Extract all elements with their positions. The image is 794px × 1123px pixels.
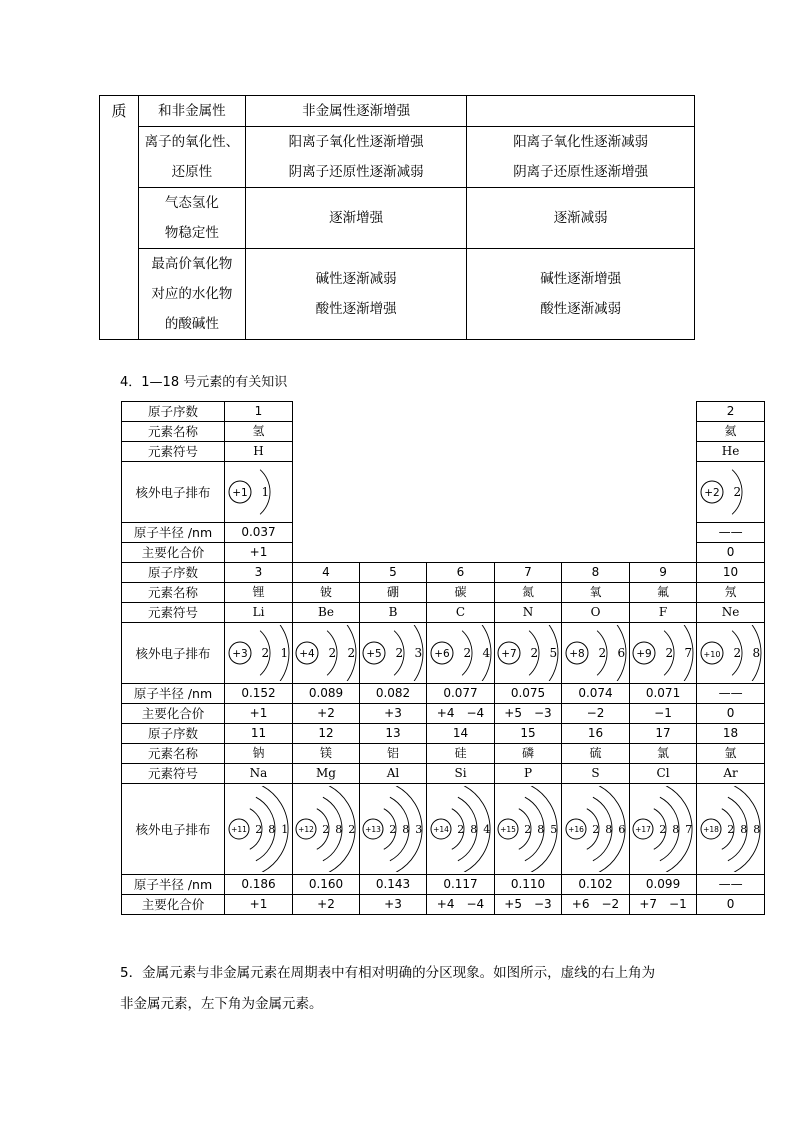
number: 8 bbox=[562, 563, 630, 583]
number: 16 bbox=[562, 724, 630, 744]
atom-diagram bbox=[496, 786, 560, 872]
valence: −2 bbox=[562, 704, 630, 724]
atom-diagram bbox=[699, 625, 763, 681]
nucleus-charge: +2 bbox=[703, 487, 720, 499]
shell-electron-count: 2 bbox=[665, 646, 674, 660]
nucleus-charge: +8 bbox=[568, 648, 585, 660]
atom-diagram bbox=[429, 786, 493, 872]
label-radius: 原子半径 /nm bbox=[122, 875, 225, 895]
shell-electron-count: 5 bbox=[549, 646, 558, 660]
table-row bbox=[122, 623, 765, 684]
nucleus-charge: +17 bbox=[635, 825, 651, 834]
symbol-he: He bbox=[697, 442, 765, 462]
radius: 0.089 bbox=[293, 684, 360, 704]
valence: +3 bbox=[360, 704, 427, 724]
shell-electron-count: 8 bbox=[604, 823, 612, 836]
valence: +1 bbox=[225, 895, 293, 915]
table-row bbox=[122, 563, 765, 583]
shell-electron-count: 2 bbox=[597, 646, 606, 660]
cell: 碱性逐渐增强 酸性逐渐减弱 bbox=[467, 249, 695, 340]
cell bbox=[467, 96, 695, 127]
config-cell bbox=[225, 462, 293, 523]
atom-diagram bbox=[564, 786, 628, 872]
label-symbol: 元素符号 bbox=[122, 603, 225, 623]
side-label: 质 bbox=[100, 96, 139, 340]
valence: 0 bbox=[697, 704, 765, 724]
table-row bbox=[122, 784, 765, 875]
atom-diagram bbox=[496, 625, 560, 681]
config-cell bbox=[360, 623, 427, 684]
shell-electron-count: 2 bbox=[733, 485, 741, 499]
atom-diagram bbox=[227, 786, 291, 872]
config-cell bbox=[427, 784, 495, 875]
number: 5 bbox=[360, 563, 427, 583]
config-cell bbox=[225, 784, 293, 875]
nucleus-charge: +12 bbox=[298, 825, 314, 834]
number: 17 bbox=[630, 724, 697, 744]
cell: 逐渐增强 bbox=[245, 188, 467, 249]
atom-diagram bbox=[429, 625, 493, 681]
table-row bbox=[100, 188, 695, 249]
label-name: 元素名称 bbox=[122, 744, 225, 764]
name: 氩 bbox=[697, 744, 765, 764]
radius: 0.160 bbox=[293, 875, 360, 895]
row-label: 离子的氧化性、 还原性 bbox=[138, 127, 245, 188]
nucleus-charge: +13 bbox=[365, 825, 381, 834]
name: 氧 bbox=[562, 583, 630, 603]
cell: 阳离子氧化性逐渐减弱 阴离子还原性逐渐增强 bbox=[467, 127, 695, 188]
shell-electron-count: 2 bbox=[348, 823, 356, 836]
nucleus-charge: +7 bbox=[501, 648, 517, 660]
radius: 0.117 bbox=[427, 875, 495, 895]
config-cell bbox=[495, 623, 562, 684]
atom-diagram bbox=[361, 625, 425, 681]
shell-electron-count: 2 bbox=[389, 823, 397, 836]
shell-electron-count: 6 bbox=[617, 823, 625, 836]
label-symbol: 元素符号 bbox=[122, 764, 225, 784]
shell-electron-count: 2 bbox=[322, 823, 330, 836]
label-valence: 主要化合价 bbox=[122, 895, 225, 915]
config-cell bbox=[562, 784, 630, 875]
config-cell bbox=[427, 623, 495, 684]
number: 18 bbox=[697, 724, 765, 744]
name: 氖 bbox=[697, 583, 765, 603]
number-h: 1 bbox=[225, 402, 293, 422]
shell-electron-count: 2 bbox=[260, 646, 269, 660]
name: 硫 bbox=[562, 744, 630, 764]
name: 铝 bbox=[360, 744, 427, 764]
label-radius: 原子半径 /nm bbox=[122, 684, 225, 704]
symbol: Si bbox=[427, 764, 495, 784]
valence: +6 −2 bbox=[562, 895, 630, 915]
config-cell bbox=[697, 784, 765, 875]
radius: 0.074 bbox=[562, 684, 630, 704]
row-label: 气态氢化 物稳定性 bbox=[138, 188, 245, 249]
number-he: 2 bbox=[697, 402, 765, 422]
symbol: S bbox=[562, 764, 630, 784]
name: 氟 bbox=[630, 583, 697, 603]
config-cell bbox=[562, 623, 630, 684]
valence: +2 bbox=[293, 895, 360, 915]
shell-electron-count: 2 bbox=[328, 646, 337, 660]
shell-electron-count: 2 bbox=[591, 823, 599, 836]
paragraph-5-line-1: 5．金属元素与非金属元素在周期表中有相对明确的分区现象。如图所示，虚线的右上角为 bbox=[120, 965, 656, 981]
radius: 0.071 bbox=[630, 684, 697, 704]
config-cell bbox=[293, 784, 360, 875]
symbol: Ne bbox=[697, 603, 765, 623]
radius: 0.082 bbox=[360, 684, 427, 704]
symbol: Li bbox=[225, 603, 293, 623]
table-row bbox=[122, 684, 765, 704]
label-valence: 主要化合价 bbox=[122, 704, 225, 724]
label-config: 核外电子排布 bbox=[122, 623, 225, 684]
radius: —— bbox=[697, 875, 765, 895]
properties-table bbox=[99, 95, 695, 340]
name: 铍 bbox=[293, 583, 360, 603]
table-row bbox=[100, 96, 695, 127]
nucleus-charge: +3 bbox=[231, 648, 248, 660]
name: 硼 bbox=[360, 583, 427, 603]
shell-electron-count: 5 bbox=[550, 823, 558, 836]
number: 4 bbox=[293, 563, 360, 583]
shell-electron-count: 8 bbox=[267, 823, 275, 836]
cell: 非金属性逐渐增强 bbox=[245, 96, 467, 127]
shell-electron-count: 1 bbox=[279, 646, 288, 660]
radius: 0.143 bbox=[360, 875, 427, 895]
symbol-h: H bbox=[225, 442, 293, 462]
atom-diagram-h bbox=[227, 465, 291, 519]
radius: —— bbox=[697, 684, 765, 704]
number: 9 bbox=[630, 563, 697, 583]
shell-electron-count: 2 bbox=[347, 646, 356, 660]
shell-electron-count: 8 bbox=[469, 823, 477, 836]
valence: +4 −4 bbox=[427, 704, 495, 724]
paragraph-5-line-2: 非金属元素，左下角为金属元素。 bbox=[120, 996, 323, 1012]
label-valence: 主要化合价 bbox=[122, 543, 225, 563]
atom-diagram bbox=[361, 786, 425, 872]
name-he: 氦 bbox=[697, 422, 765, 442]
shell-electron-count: 2 bbox=[456, 823, 464, 836]
valence: +2 bbox=[293, 704, 360, 724]
row-label: 最高价氧化物 对应的水化物 的酸碱性 bbox=[138, 249, 245, 340]
nucleus-charge: +4 bbox=[299, 648, 315, 660]
shell-electron-count: 3 bbox=[414, 646, 423, 660]
radius: 0.110 bbox=[495, 875, 562, 895]
atom-diagram bbox=[294, 786, 358, 872]
nucleus-charge: +1 bbox=[231, 487, 248, 499]
valence: +3 bbox=[360, 895, 427, 915]
table-row bbox=[122, 875, 765, 895]
shell-electron-count: 8 bbox=[739, 823, 747, 836]
shell-electron-count: 2 bbox=[462, 646, 471, 660]
nucleus-charge: +9 bbox=[636, 648, 652, 660]
radius-h: 0.037 bbox=[225, 523, 293, 543]
symbol: Al bbox=[360, 764, 427, 784]
elements-table bbox=[121, 401, 765, 915]
shell-electron-count: 2 bbox=[395, 646, 404, 660]
table-row bbox=[122, 402, 765, 422]
shell-electron-count: 8 bbox=[672, 823, 680, 836]
number: 6 bbox=[427, 563, 495, 583]
valence-he: 0 bbox=[697, 543, 765, 563]
label-radius: 原子半径 /nm bbox=[122, 523, 225, 543]
shell-electron-count: 8 bbox=[335, 823, 343, 836]
shell-electron-count: 4 bbox=[482, 823, 490, 836]
symbol: Be bbox=[293, 603, 360, 623]
symbol: Mg bbox=[293, 764, 360, 784]
config-cell bbox=[225, 623, 293, 684]
radius: 0.077 bbox=[427, 684, 495, 704]
shell-electron-count: 2 bbox=[726, 823, 734, 836]
symbol: F bbox=[630, 603, 697, 623]
config-cell bbox=[360, 784, 427, 875]
name: 碳 bbox=[427, 583, 495, 603]
atom-diagram bbox=[227, 625, 291, 681]
row-label: 和非金属性 bbox=[138, 96, 245, 127]
symbol: O bbox=[562, 603, 630, 623]
symbol: Na bbox=[225, 764, 293, 784]
number: 7 bbox=[495, 563, 562, 583]
name: 钠 bbox=[225, 744, 293, 764]
shell-electron-count: 2 bbox=[530, 646, 539, 660]
config-cell bbox=[630, 623, 697, 684]
config-cell bbox=[697, 462, 765, 523]
atom-diagram bbox=[294, 625, 358, 681]
table-row bbox=[122, 764, 765, 784]
symbol: B bbox=[360, 603, 427, 623]
cell: 逐渐减弱 bbox=[467, 188, 695, 249]
shell-electron-count: 8 bbox=[537, 823, 545, 836]
number: 12 bbox=[293, 724, 360, 744]
valence: +1 bbox=[225, 704, 293, 724]
label-symbol: 元素符号 bbox=[122, 442, 225, 462]
shell-electron-count: 3 bbox=[415, 823, 423, 836]
shell-electron-count: 8 bbox=[752, 646, 760, 660]
nucleus-charge: +15 bbox=[500, 825, 516, 834]
nucleus-charge: +16 bbox=[567, 825, 584, 834]
shell-electron-count: 1 bbox=[280, 823, 288, 836]
name: 镁 bbox=[293, 744, 360, 764]
symbol: P bbox=[495, 764, 562, 784]
radius: 0.099 bbox=[630, 875, 697, 895]
valence-h: +1 bbox=[225, 543, 293, 563]
shell-electron-count: 8 bbox=[752, 823, 760, 836]
valence: 0 bbox=[697, 895, 765, 915]
atom-diagram bbox=[631, 786, 695, 872]
atom-diagram bbox=[699, 786, 763, 872]
symbol: Cl bbox=[630, 764, 697, 784]
symbol: Ar bbox=[697, 764, 765, 784]
valence: +7 −1 bbox=[630, 895, 697, 915]
valence: −1 bbox=[630, 704, 697, 724]
valence: +4 −4 bbox=[427, 895, 495, 915]
shell-electron-count: 1 bbox=[260, 485, 269, 499]
label-name: 元素名称 bbox=[122, 583, 225, 603]
config-cell bbox=[495, 784, 562, 875]
valence: +5 −3 bbox=[495, 895, 562, 915]
nucleus-charge: +10 bbox=[703, 650, 721, 659]
shell-electron-count: 2 bbox=[733, 646, 741, 660]
shell-electron-count: 6 bbox=[616, 646, 625, 660]
shell-electron-count: 2 bbox=[659, 823, 667, 836]
number: 3 bbox=[225, 563, 293, 583]
label-config: 核外电子排布 bbox=[122, 784, 225, 875]
radius: 0.186 bbox=[225, 875, 293, 895]
atom-diagram-he bbox=[699, 465, 763, 519]
shell-electron-count: 4 bbox=[481, 646, 490, 660]
name: 锂 bbox=[225, 583, 293, 603]
shell-electron-count: 2 bbox=[254, 823, 262, 836]
label-number: 原子序数 bbox=[122, 563, 225, 583]
table-row bbox=[122, 603, 765, 623]
table-row bbox=[122, 895, 765, 915]
number: 11 bbox=[225, 724, 293, 744]
shell-electron-count: 8 bbox=[402, 823, 410, 836]
table-row bbox=[122, 744, 765, 764]
symbol: N bbox=[495, 603, 562, 623]
label-config: 核外电子排布 bbox=[122, 462, 225, 523]
table-row bbox=[122, 724, 765, 744]
table-row bbox=[122, 583, 765, 603]
label-number: 原子序数 bbox=[122, 402, 225, 422]
number: 14 bbox=[427, 724, 495, 744]
nucleus-charge: +11 bbox=[230, 825, 247, 834]
config-cell bbox=[697, 623, 765, 684]
table-row bbox=[122, 704, 765, 724]
name: 磷 bbox=[495, 744, 562, 764]
name: 氮 bbox=[495, 583, 562, 603]
radius-he: —— bbox=[697, 523, 765, 543]
nucleus-charge: +14 bbox=[432, 825, 449, 834]
number: 15 bbox=[495, 724, 562, 744]
config-cell bbox=[293, 623, 360, 684]
table-row bbox=[100, 249, 695, 340]
shell-electron-count: 7 bbox=[684, 646, 693, 660]
table-row bbox=[100, 127, 695, 188]
cell: 碱性逐渐减弱 酸性逐渐增强 bbox=[245, 249, 467, 340]
shell-electron-count: 7 bbox=[685, 823, 693, 836]
section-heading-4: 4．1—18 号元素的有关知识 bbox=[120, 375, 288, 390]
symbol: C bbox=[427, 603, 495, 623]
nucleus-charge: +6 bbox=[433, 648, 450, 660]
name: 氯 bbox=[630, 744, 697, 764]
blank-area bbox=[293, 402, 697, 563]
label-number: 原子序数 bbox=[122, 724, 225, 744]
label-name: 元素名称 bbox=[122, 422, 225, 442]
radius: 0.075 bbox=[495, 684, 562, 704]
number: 13 bbox=[360, 724, 427, 744]
nucleus-charge: +18 bbox=[702, 825, 719, 834]
nucleus-charge: +5 bbox=[366, 648, 382, 660]
cell: 阳离子氧化性逐渐增强 阴离子还原性逐渐减弱 bbox=[245, 127, 467, 188]
radius: 0.152 bbox=[225, 684, 293, 704]
atom-diagram bbox=[631, 625, 695, 681]
name-h: 氢 bbox=[225, 422, 293, 442]
number: 10 bbox=[697, 563, 765, 583]
radius: 0.102 bbox=[562, 875, 630, 895]
config-cell bbox=[630, 784, 697, 875]
valence: +5 −3 bbox=[495, 704, 562, 724]
atom-diagram bbox=[564, 625, 628, 681]
name: 硅 bbox=[427, 744, 495, 764]
shell-electron-count: 2 bbox=[524, 823, 532, 836]
